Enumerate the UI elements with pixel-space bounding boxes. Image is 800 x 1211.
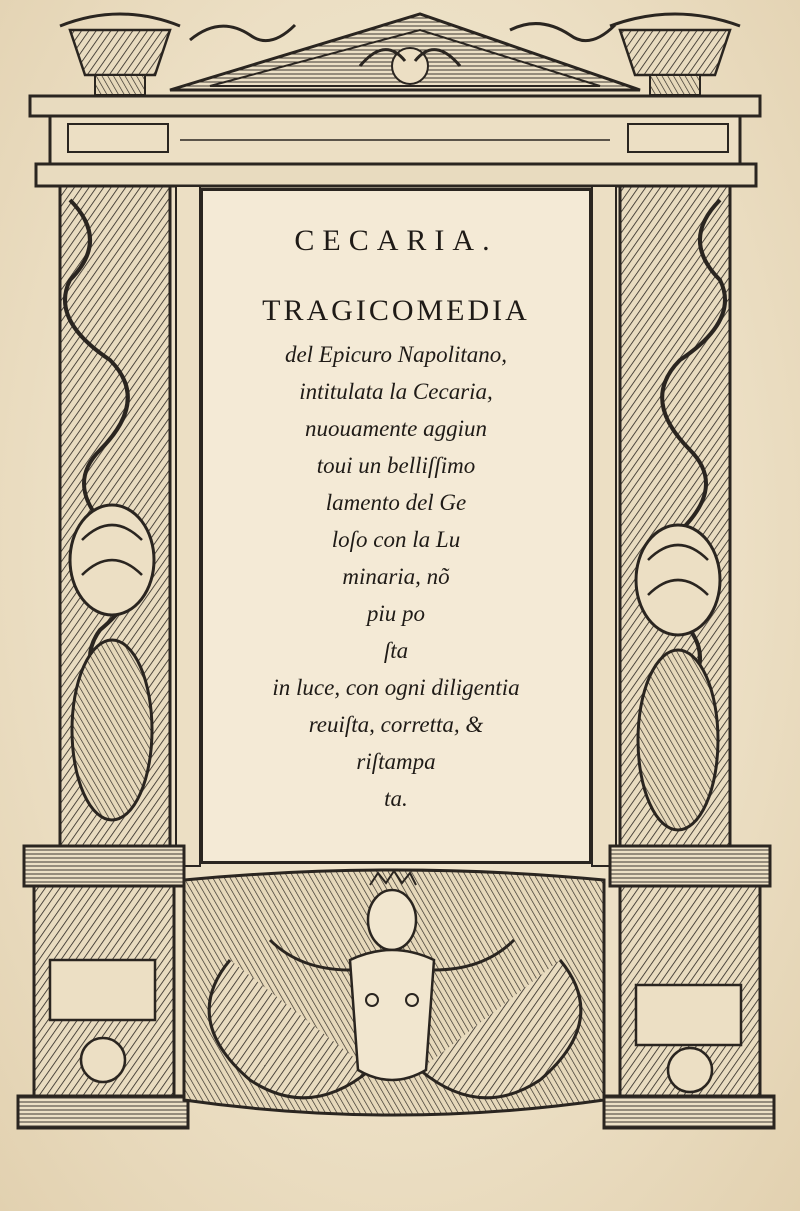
entablature	[30, 96, 760, 186]
left-column	[60, 186, 200, 866]
right-column	[592, 186, 730, 866]
subtitle-lines	[200, 336, 592, 817]
subtitle-line: del Epicuro Napolitano,	[284, 342, 508, 367]
subtitle-line: riſtampa	[356, 749, 436, 774]
subtitle-line: intitulata la Cecaria,	[299, 379, 493, 404]
subtitle-line: ta.	[384, 786, 408, 811]
subtitle-line: lamento del Ge	[325, 490, 467, 515]
subtitle-line: reuiſta, corretta, &	[308, 712, 484, 737]
siren-ornament	[184, 870, 604, 1115]
pediment	[60, 14, 740, 95]
title-cecaria: CECARIA.	[294, 224, 498, 257]
subtitle-line: in luce, con ogni diligentia	[272, 675, 520, 700]
subtitle-line: toui un belliſſimo	[316, 453, 476, 478]
title-text-block	[200, 188, 592, 864]
subtitle-line: loſo con la Lu	[331, 527, 461, 552]
subtitle-line: piu po	[366, 601, 426, 626]
subtitle-line: ſta	[383, 638, 409, 663]
subtitle-line: minaria, nõ	[342, 564, 450, 589]
title-tragicomedia: TRAGICOMEDIA	[262, 294, 530, 327]
subtitle-line: nuouamente aggiun	[304, 416, 488, 441]
